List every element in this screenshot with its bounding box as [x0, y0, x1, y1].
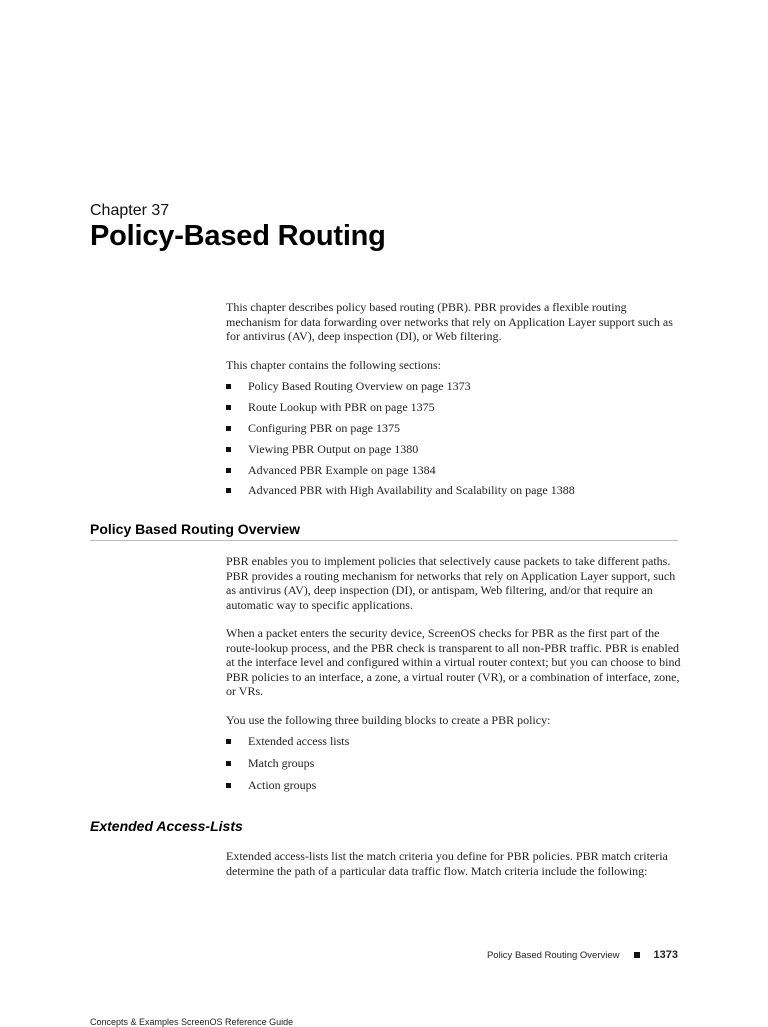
footer-section-title: Policy Based Routing Overview: [486, 949, 620, 961]
overview-paragraph-3: You use the following three building blocks to create a PBR policy:: [226, 712, 551, 727]
intro-paragraph: This chapter describes policy based routing (PBR). PBR provides a flexible routing mechanism for data forwarding over networks that rely on Application Layer support such as for antivirus (AV), deep inspection (DI), or Web filtering.: [226, 300, 673, 343]
bullet-icon: [226, 405, 231, 410]
chapter-title: Policy-Based Routing: [90, 220, 386, 252]
building-blocks-list: [226, 734, 684, 793]
bullet-icon: [226, 447, 231, 452]
footer-square-icon: [634, 952, 640, 958]
bullet-icon: [226, 488, 231, 493]
bullet-icon: [226, 468, 231, 473]
section-heading-overview: Policy Based Routing Overview: [90, 521, 678, 541]
extended-access-lists-paragraph: Extended access-lists list the match criteria you define for PBR policies. PBR match criteria determine the path of a particular data traffic flow. Match criteria include the following:: [226, 849, 668, 878]
section-list-item[interactable]: Advanced PBR with High Availability and Scalability on page 1388: [226, 483, 684, 498]
bullet-icon: [226, 384, 231, 389]
section-list: [226, 379, 684, 498]
section-list-item[interactable]: Advanced PBR Example on page 1384: [226, 463, 684, 478]
building-block-item: Action groups: [226, 778, 684, 793]
bullet-icon: [226, 426, 231, 431]
section-list-item[interactable]: Viewing PBR Output on page 1380: [226, 442, 684, 457]
subheading-extended-access-lists: Extended Access-Lists: [90, 818, 243, 834]
building-block-item: Extended access lists: [226, 734, 684, 749]
section-list-item[interactable]: Route Lookup with PBR on page 1375: [226, 400, 684, 415]
sections-lead-in: This chapter contains the following sections:: [226, 357, 441, 372]
overview-paragraph-1: PBR enables you to implement policies that selectively cause packets to take different paths. PBR provides a routing mechanism for networks that rely on Application Layer support, such as antivirus (AV), deep inspection (DI), or antispam, Web filtering, and/or that require an automatic way to specific applications.: [226, 554, 676, 612]
overview-paragraph-2: When a packet enters the security device, ScreenOS checks for PBR as the first part of the route-lookup process, and the PBR check is transparent to all non-PBR traffic. PBR is enabled at the interface level and configured within a virtual router context; but you can choose to bind PBR policies to an interface, a zone, a virtual router (VR), or a combination of interface, zone, or VRs.: [226, 626, 681, 698]
building-block-item: Match groups: [226, 756, 684, 771]
bullet-icon: [226, 761, 231, 766]
book-title: Concepts & Examples ScreenOS Reference Guide: [90, 1017, 294, 1027]
page-footer: [487, 949, 678, 961]
intro-section: [226, 300, 684, 498]
page-number: 1373: [653, 949, 678, 961]
extended-access-lists-section: [226, 849, 684, 878]
chapter-label: Chapter 37: [90, 202, 170, 219]
overview-section: [226, 554, 684, 793]
bullet-icon: [226, 739, 231, 744]
section-list-item[interactable]: Policy Based Routing Overview on page 1373: [226, 379, 684, 394]
bullet-icon: [226, 783, 231, 788]
section-list-item[interactable]: Configuring PBR on page 1375: [226, 421, 684, 436]
